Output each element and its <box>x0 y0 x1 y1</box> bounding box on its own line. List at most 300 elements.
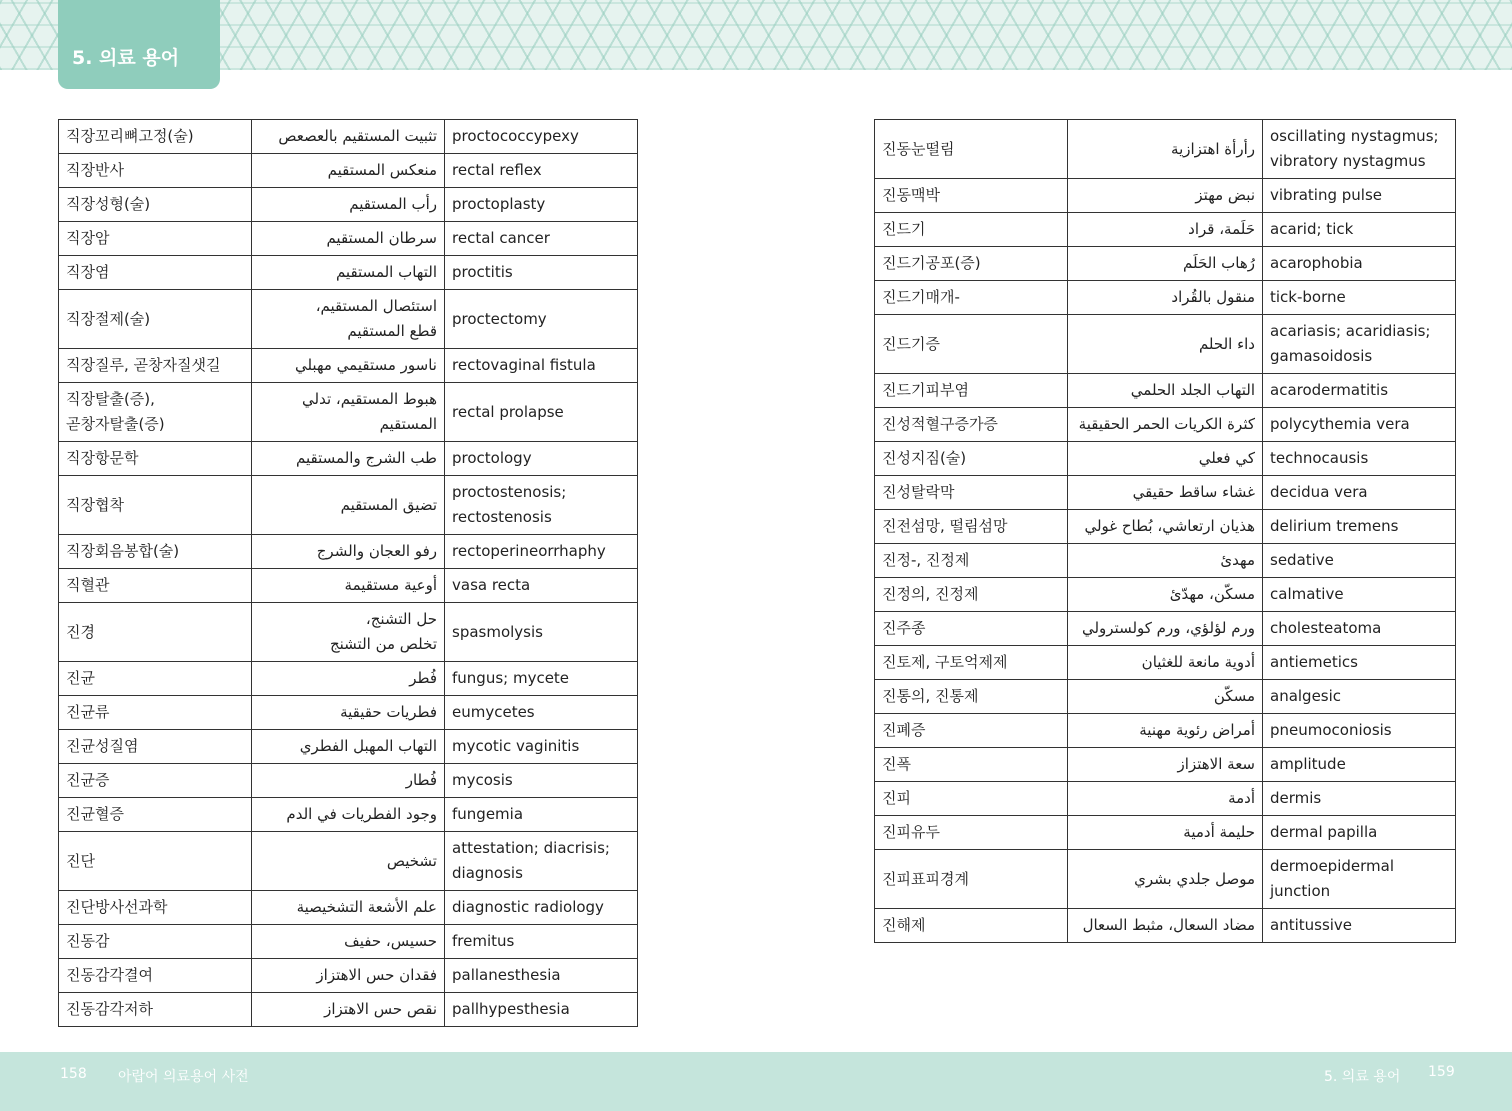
cell-line: 진성적혈구증가증 <box>882 415 998 433</box>
cell-line: 진균성질염 <box>66 737 139 755</box>
cell-line: pallhypesthesia <box>452 1000 570 1018</box>
cell-line: diagnostic radiology <box>452 898 604 916</box>
arabic-term-cell <box>252 993 445 1027</box>
english-term-cell <box>445 798 638 832</box>
arabic-term-cell <box>252 730 445 764</box>
cell-line: 직혈관 <box>66 576 110 594</box>
cell-line: rectostenosis <box>452 508 552 526</box>
cell-line: ناسور مستقيمي مهبلي <box>294 356 437 374</box>
left-term-table <box>58 119 638 1027</box>
english-term-cell <box>1263 281 1456 315</box>
cell-line: rectal prolapse <box>452 402 564 421</box>
cell-line: فُطر <box>409 669 437 687</box>
korean-term-cell <box>875 179 1068 213</box>
chapter-title-tab <box>58 0 220 89</box>
cell-line: استئصال المستقيم، <box>315 297 437 315</box>
english-term-cell <box>1263 816 1456 850</box>
cell-line: رأب المستقيم <box>349 195 437 213</box>
cell-line: mycotic vaginitis <box>452 737 580 755</box>
cell-line: 진동감 <box>66 932 110 950</box>
term-row <box>59 764 638 798</box>
english-term-cell <box>445 290 638 349</box>
english-term-cell <box>445 696 638 730</box>
term-row <box>875 442 1456 476</box>
cell-line: 진성탈락막 <box>882 483 955 501</box>
term-row <box>875 408 1456 442</box>
cell-line: proctitis <box>452 263 513 281</box>
arabic-term-cell <box>1068 442 1263 476</box>
term-row <box>59 832 638 891</box>
term-row <box>875 281 1456 315</box>
english-term-cell <box>1263 442 1456 476</box>
term-row <box>59 662 638 696</box>
english-term-cell <box>445 120 638 154</box>
english-term-cell <box>1263 782 1456 816</box>
arabic-term-cell <box>252 662 445 696</box>
right-page-number: 159 <box>1428 1064 1455 1080</box>
cell-line: proctology <box>452 449 532 467</box>
arabic-term-cell <box>1068 612 1263 646</box>
korean-term-cell <box>59 569 252 603</box>
cell-line: sedative <box>1270 551 1334 569</box>
english-term-cell <box>1263 120 1456 179</box>
cell-line: rectovaginal fistula <box>452 356 596 374</box>
cell-line: attestation; diacrisis; <box>452 839 610 857</box>
term-row <box>59 925 638 959</box>
english-term-cell <box>1263 850 1456 909</box>
english-term-cell <box>1263 374 1456 408</box>
arabic-term-cell <box>1068 281 1263 315</box>
cell-line: rectal cancer <box>452 229 550 247</box>
arabic-term-cell <box>1068 909 1263 943</box>
term-row <box>875 646 1456 680</box>
arabic-term-cell <box>1068 680 1263 714</box>
cell-line: 직장꼬리뼈고정(술) <box>66 127 194 145</box>
term-row <box>59 535 638 569</box>
cell-line: 진동감각결여 <box>66 966 153 984</box>
english-term-cell <box>445 662 638 696</box>
korean-term-cell <box>59 120 252 154</box>
term-row <box>59 256 638 290</box>
cell-line: قطع المستقيم <box>347 322 437 340</box>
korean-term-cell <box>875 442 1068 476</box>
korean-term-cell <box>59 925 252 959</box>
english-term-cell <box>1263 646 1456 680</box>
cell-line: 진균 <box>66 669 95 687</box>
term-row <box>59 442 638 476</box>
cell-line: vasa recta <box>452 576 531 594</box>
cell-line: tick-borne <box>1270 288 1346 306</box>
english-term-cell <box>445 442 638 476</box>
term-row <box>875 578 1456 612</box>
korean-term-cell <box>875 782 1068 816</box>
cell-line: acarid; tick <box>1270 220 1354 238</box>
cell-line: spasmolysis <box>452 622 543 641</box>
term-row <box>59 993 638 1027</box>
cell-line: طب الشرج والمستقيم <box>296 449 437 467</box>
cell-line: 진폐증 <box>882 721 926 739</box>
korean-term-cell <box>875 213 1068 247</box>
cell-line: مسكّن، مهدّئ <box>1169 585 1255 603</box>
term-row <box>59 222 638 256</box>
cell-line: 진균혈증 <box>66 805 124 823</box>
english-term-cell <box>445 603 638 662</box>
cell-line: منعكس المستقيم <box>327 161 437 179</box>
cell-line: موصل جلدي بشري <box>1134 869 1255 888</box>
english-term-cell <box>1263 247 1456 281</box>
cell-line: نبض مهتز <box>1195 186 1255 204</box>
term-row <box>875 850 1456 909</box>
cell-line: كي فعلي <box>1198 449 1255 467</box>
term-row <box>59 569 638 603</box>
arabic-term-cell <box>1068 646 1263 680</box>
cell-line: fungemia <box>452 805 524 823</box>
cell-line: 직장성형(술) <box>66 195 151 213</box>
cell-line: كثرة الكريات الحمر الحقيقية <box>1078 415 1255 433</box>
korean-term-cell <box>875 315 1068 374</box>
term-row <box>875 544 1456 578</box>
cell-line: 직장질루, 곧창자질샛길 <box>66 356 221 374</box>
arabic-term-cell <box>1068 374 1263 408</box>
cell-line: 진동눈떨림 <box>882 139 955 158</box>
cell-line: علم الأشعة التشخيصية <box>296 898 437 916</box>
cell-line: 진토제, 구토억제제 <box>882 653 1008 671</box>
english-term-cell <box>445 383 638 442</box>
term-row <box>59 383 638 442</box>
arabic-term-cell <box>252 603 445 662</box>
cell-line: رفو العجان والشرج <box>316 542 437 560</box>
cell-line: 진드기공포(증) <box>882 254 981 272</box>
arabic-term-cell <box>252 959 445 993</box>
arabic-term-cell <box>1068 782 1263 816</box>
cell-line: 직장절제(술) <box>66 309 151 328</box>
cell-line: junction <box>1270 882 1331 900</box>
arabic-term-cell <box>1068 544 1263 578</box>
korean-term-cell <box>875 850 1068 909</box>
english-term-cell <box>1263 578 1456 612</box>
cell-line: cholesteatoma <box>1270 619 1382 637</box>
english-term-cell <box>1263 612 1456 646</box>
arabic-term-cell <box>252 290 445 349</box>
korean-term-cell <box>875 281 1068 315</box>
cell-line: antitussive <box>1270 916 1353 934</box>
cell-line: pallanesthesia <box>452 966 561 984</box>
cell-line: وجود الفطريات في الدم <box>286 805 437 823</box>
arabic-term-cell <box>1068 714 1263 748</box>
cell-line: diagnosis <box>452 864 523 882</box>
cell-line: 직장탈출(증), <box>66 390 155 408</box>
cell-line: acarodermatitis <box>1270 381 1389 399</box>
cell-line: pneumoconiosis <box>1270 721 1392 739</box>
cell-line: أمراض رئوية مهنية <box>1139 721 1255 739</box>
cell-line: 진경 <box>66 622 95 641</box>
arabic-term-cell <box>252 925 445 959</box>
english-term-cell <box>445 256 638 290</box>
korean-term-cell <box>59 222 252 256</box>
korean-term-cell <box>875 476 1068 510</box>
term-row <box>875 612 1456 646</box>
cell-line: 진전섬망, 떨림섬망 <box>882 517 1008 535</box>
cell-line: 진단 <box>66 851 95 870</box>
term-row <box>875 247 1456 281</box>
korean-term-cell <box>59 256 252 290</box>
cell-line: dermoepidermal <box>1270 857 1394 875</box>
cell-line: analgesic <box>1270 687 1342 705</box>
cell-line: 직장염 <box>66 263 110 281</box>
korean-term-cell <box>875 816 1068 850</box>
cell-line: التهاب المستقيم <box>335 263 437 281</box>
korean-term-cell <box>59 959 252 993</box>
cell-line: فطريات حقيقية <box>340 703 437 721</box>
cell-line: vibrating pulse <box>1270 186 1383 204</box>
cell-line: حَلَمة، قراد <box>1188 220 1255 238</box>
english-term-cell <box>445 154 638 188</box>
cell-line: حسيس، حفيف <box>344 932 437 950</box>
english-term-cell <box>445 959 638 993</box>
english-term-cell <box>445 925 638 959</box>
english-term-cell <box>445 891 638 925</box>
cell-line: 진폭 <box>882 755 911 773</box>
term-row <box>875 782 1456 816</box>
term-row <box>875 374 1456 408</box>
arabic-term-cell <box>252 442 445 476</box>
korean-term-cell <box>875 909 1068 943</box>
english-term-cell <box>1263 714 1456 748</box>
english-term-cell <box>1263 408 1456 442</box>
korean-term-cell <box>59 290 252 349</box>
cell-line: 곧창자탈출(증) <box>66 415 165 433</box>
english-term-cell <box>445 535 638 569</box>
arabic-term-cell <box>1068 315 1263 374</box>
cell-line: رُهاب الحَلَم <box>1183 254 1255 272</box>
arabic-term-cell <box>252 222 445 256</box>
cell-line: 진드기매개- <box>882 288 960 306</box>
right-term-table <box>874 119 1456 943</box>
cell-line: acariasis; acaridiasis; <box>1270 322 1431 340</box>
arabic-term-cell <box>1068 748 1263 782</box>
english-term-cell <box>1263 213 1456 247</box>
term-row <box>875 213 1456 247</box>
cell-line: التهاب الجلد الحلمي <box>1130 381 1255 399</box>
cell-line: 진피표피경계 <box>882 869 969 888</box>
term-row <box>875 748 1456 782</box>
cell-line: 직장암 <box>66 229 110 247</box>
footer-band <box>0 1052 1512 1111</box>
cell-line: أوعية مستقيمة <box>344 576 437 594</box>
cell-line: proctostenosis; <box>452 483 567 501</box>
term-row <box>875 476 1456 510</box>
cell-line: أدمة <box>1228 789 1255 807</box>
term-row <box>59 188 638 222</box>
korean-term-cell <box>59 891 252 925</box>
cell-line: calmative <box>1270 585 1344 603</box>
arabic-term-cell <box>252 798 445 832</box>
arabic-term-cell <box>252 349 445 383</box>
term-row <box>59 696 638 730</box>
cell-line: 진정의, 진정제 <box>882 585 979 603</box>
arabic-term-cell <box>252 383 445 442</box>
cell-line: هبوط المستقيم، تدلي المستقيم <box>302 390 437 433</box>
cell-line: تثبيت المستقيم بالعصعص <box>278 127 437 145</box>
korean-term-cell <box>875 510 1068 544</box>
korean-term-cell <box>875 408 1068 442</box>
term-row <box>875 179 1456 213</box>
english-term-cell <box>1263 544 1456 578</box>
korean-term-cell <box>59 798 252 832</box>
arabic-term-cell <box>252 120 445 154</box>
term-row <box>59 891 638 925</box>
cell-line: oscillating nystagmus; <box>1270 127 1439 145</box>
cell-line: نقص حس الاهتزاز <box>324 1000 437 1018</box>
cell-line: 진성지짐(술) <box>882 449 967 467</box>
cell-line: gamasoidosis <box>1270 347 1373 365</box>
arabic-term-cell <box>252 535 445 569</box>
cell-line: 진동맥박 <box>882 186 940 204</box>
term-row <box>875 909 1456 943</box>
cell-line: antiemetics <box>1270 653 1358 671</box>
cell-line: acarophobia <box>1270 254 1363 272</box>
term-row <box>875 816 1456 850</box>
term-row <box>59 154 638 188</box>
cell-line: 진주종 <box>882 619 926 637</box>
korean-term-cell <box>875 120 1068 179</box>
arabic-term-cell <box>1068 476 1263 510</box>
cell-line: 직장회음봉합(술) <box>66 542 180 560</box>
korean-term-cell <box>59 349 252 383</box>
left-page-number: 158 <box>60 1066 87 1082</box>
arabic-term-cell <box>252 569 445 603</box>
arabic-term-cell <box>252 154 445 188</box>
korean-term-cell <box>59 442 252 476</box>
english-term-cell <box>445 764 638 798</box>
arabic-term-cell <box>1068 578 1263 612</box>
korean-term-cell <box>875 612 1068 646</box>
cell-line: مهدئ <box>1220 551 1255 569</box>
cell-line: 진정-, 진정제 <box>882 551 970 569</box>
cell-line: ورم لؤلؤي، ورم كولسترولي <box>1081 619 1255 637</box>
cell-line: سرطان المستقيم <box>326 229 437 247</box>
english-term-cell <box>445 476 638 535</box>
cell-line: منقول بالقُراد <box>1171 288 1255 306</box>
cell-line: proctectomy <box>452 309 547 328</box>
arabic-term-cell <box>1068 816 1263 850</box>
term-row <box>875 680 1456 714</box>
korean-term-cell <box>59 476 252 535</box>
cell-line: فقدان حس الاهتزاز <box>316 966 437 984</box>
term-row <box>875 714 1456 748</box>
cell-line: 진해제 <box>882 916 926 934</box>
term-row <box>59 349 638 383</box>
cell-line: 진드기피부염 <box>882 381 969 399</box>
korean-term-cell <box>59 383 252 442</box>
arabic-term-cell <box>1068 850 1263 909</box>
arabic-term-cell <box>252 764 445 798</box>
cell-line: مسكّن <box>1213 687 1255 705</box>
cell-line: dermal papilla <box>1270 823 1378 841</box>
cell-line: amplitude <box>1270 755 1346 773</box>
cell-line: 직장협착 <box>66 495 124 514</box>
arabic-term-cell <box>1068 510 1263 544</box>
cell-line: vibratory nystagmus <box>1270 152 1426 170</box>
korean-term-cell <box>875 646 1068 680</box>
arabic-term-cell <box>1068 247 1263 281</box>
cell-line: تخلص من التشنج <box>329 635 437 653</box>
cell-line: dermis <box>1270 789 1322 807</box>
english-term-cell <box>445 832 638 891</box>
term-row <box>59 120 638 154</box>
arabic-term-cell <box>252 188 445 222</box>
arabic-term-cell <box>252 256 445 290</box>
cell-line: 진균증 <box>66 771 110 789</box>
korean-term-cell <box>59 603 252 662</box>
cell-line: حل التشنج، <box>365 610 437 628</box>
term-row <box>59 959 638 993</box>
term-row <box>59 730 638 764</box>
english-term-cell <box>445 993 638 1027</box>
korean-term-cell <box>875 578 1068 612</box>
korean-term-cell <box>875 714 1068 748</box>
english-term-cell <box>1263 510 1456 544</box>
cell-line: غشاء ساقط حقيقي <box>1132 483 1255 501</box>
cell-line: رأرأة اهتزازية <box>1171 139 1255 158</box>
korean-term-cell <box>59 832 252 891</box>
right-chapter-label: 5. 의료 용어 <box>1324 1069 1401 1085</box>
cell-line: 진드기증 <box>882 334 940 353</box>
english-term-cell <box>1263 179 1456 213</box>
term-row <box>59 798 638 832</box>
korean-term-cell <box>875 374 1068 408</box>
cell-line: mycosis <box>452 771 513 789</box>
korean-term-cell <box>59 730 252 764</box>
cell-line: rectoperineorrhaphy <box>452 542 606 560</box>
korean-term-cell <box>59 662 252 696</box>
term-row <box>59 603 638 662</box>
korean-term-cell <box>59 993 252 1027</box>
cell-line: تشخيص <box>386 851 437 870</box>
cell-line: fungus; mycete <box>452 669 570 687</box>
english-term-cell <box>1263 476 1456 510</box>
cell-line: 진드기 <box>882 220 926 238</box>
term-row <box>59 476 638 535</box>
english-term-cell <box>445 730 638 764</box>
cell-line: technocausis <box>1270 449 1369 467</box>
cell-line: داء الحلم <box>1198 334 1255 353</box>
cell-line: 진동감각저하 <box>66 1000 153 1018</box>
english-term-cell <box>445 569 638 603</box>
english-term-cell <box>445 349 638 383</box>
term-row <box>875 120 1456 179</box>
cell-line: delirium tremens <box>1270 517 1399 535</box>
cell-line: proctococcypexy <box>452 127 579 145</box>
korean-term-cell <box>59 535 252 569</box>
english-term-cell <box>1263 315 1456 374</box>
korean-term-cell <box>875 748 1068 782</box>
left-book-title: 아랍어 의료용어 사전 <box>118 1069 249 1085</box>
cell-line: rectal reflex <box>452 161 542 179</box>
term-row <box>59 290 638 349</box>
korean-term-cell <box>875 247 1068 281</box>
korean-term-cell <box>59 696 252 730</box>
cell-line: decidua vera <box>1270 483 1368 501</box>
cell-line: تضيق المستقيم <box>340 495 437 514</box>
cell-line: سعة الاهتزاز <box>1177 755 1255 773</box>
arabic-term-cell <box>252 832 445 891</box>
chapter-title: 5. 의료 용어 <box>72 47 180 69</box>
korean-term-cell <box>59 764 252 798</box>
arabic-term-cell <box>252 696 445 730</box>
english-term-cell <box>445 222 638 256</box>
korean-term-cell <box>875 544 1068 578</box>
